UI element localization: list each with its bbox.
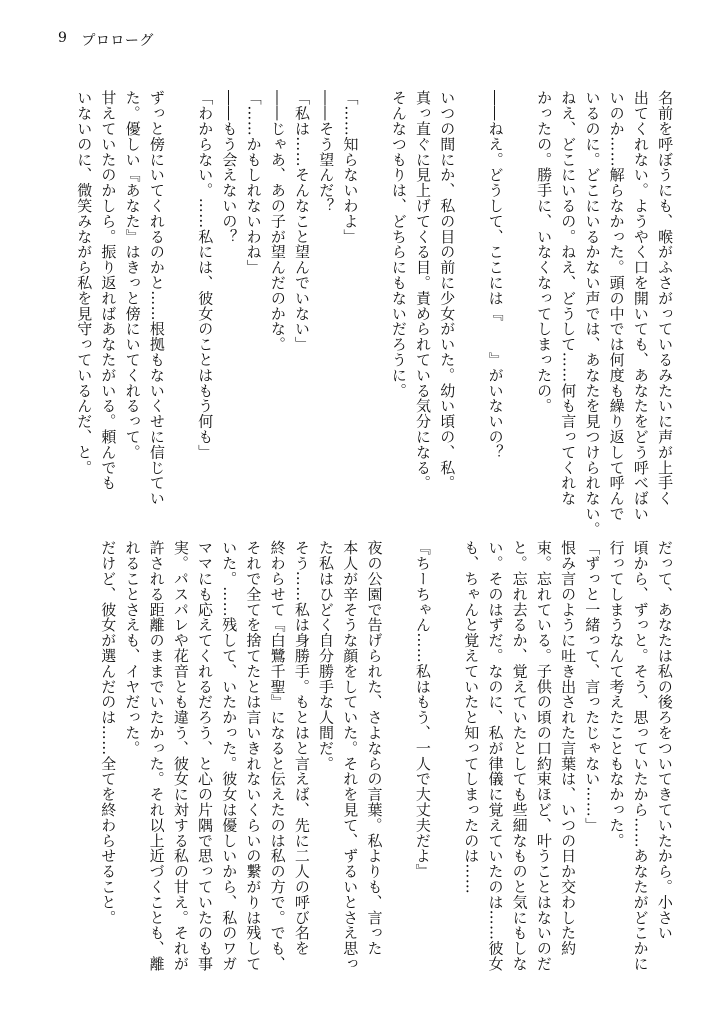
text-line: そう……私は身勝手。もとはと言えば、先に二人の呼び名を (292, 540, 311, 956)
text-line: 恨み言のように吐き出された言葉は、いつの日か交わした約 (559, 540, 578, 956)
text-line: そんなつもりは、どちらにもないだろうに。 (389, 90, 408, 398)
text-line: ――ねえ。どうして、ここには『 』がいないの？ (486, 90, 505, 460)
text-line: と。忘れ去るか、覚えていたとしても些細なものと気にもしな (510, 540, 529, 972)
text-line: かったの。勝手に、いなくなってしまったの。 (535, 90, 554, 414)
text-line: いた。……残して、いたかった。彼女は優しいから、私のワガ (220, 540, 239, 972)
text-line: 「ずっと一緒って、言ったじゃない……」 (583, 540, 602, 833)
upper-text-block (72, 90, 677, 537)
text-line: いるのに。どこにいるかない声では、あなたを見つけられない。 (583, 90, 602, 537)
text-line (435, 540, 459, 970)
text-line: いのか……解らなかった。頭の中では何度も繰り返して呼んで (607, 90, 626, 522)
text-line: ――じゃあ、あの子が望んだのかな。 (268, 90, 287, 352)
text-line: た私はひどく自分勝手な人間だ。 (317, 540, 336, 771)
text-line: ママにも応えてくれるだろう、と心の片隅で思っていたのも事 (196, 540, 215, 972)
text-line: ずっと傍にいてくれるのかと……根拠もないくせに信じてい (147, 90, 166, 506)
text-line (459, 90, 483, 500)
text-line: た。優しい『あなた』はきっと傍にいてくれるって。 (123, 90, 142, 460)
text-line: れることさえも、イヤだった。 (123, 540, 142, 756)
text-line: 終わらせて『白鷺千聖』になると伝えたのは私の方で。でも、 (268, 540, 287, 972)
chapter-title: プロローグ (81, 33, 154, 49)
text-line: 「わからない。……私には、彼女のことはもう何も」 (196, 90, 215, 460)
text-line (386, 540, 410, 970)
lower-text-block (96, 540, 677, 970)
text-line: ねえ、どこにいるの。ねえ、どうして……何も言ってくれな (559, 90, 578, 506)
text-line: ――そう望んだ？ (317, 90, 336, 214)
text-line: いつの間にか、私の目の前に少女がいた。幼い頃の、私。 (438, 90, 457, 491)
text-line: 本人が辛そうな顔をしていた。それを見て、ずるいとさえ思っ (341, 540, 360, 972)
page-number: 9 (58, 30, 68, 46)
text-line: も、ちゃんと覚えていたと知ってしまったのは…… (462, 540, 481, 895)
text-line: 真っ直ぐに見上げてくる目。責められている気分になる。 (414, 90, 433, 491)
text-line (169, 90, 193, 500)
text-line: 出てくれない。ようやく口を開いても、あなたをどう呼べばい (631, 90, 650, 522)
text-line: 名前を呼ぼうにも、喉がふさがっているみたいに声が上手く (656, 90, 675, 506)
text-line (508, 90, 532, 500)
text-line: 束。忘れている。子供の頃の口約束ほど、叶うことはないのだ (534, 540, 553, 972)
text-line: 「私は……そんなこと望んでいない」 (293, 90, 312, 352)
text-line: 「……かもしれないわね」 (244, 90, 263, 275)
text-line (362, 90, 386, 500)
text-line: 『ちーちゃん……私はもう、一人で大丈夫だよ』 (413, 540, 432, 879)
text-line: だって、あなたは私の後ろをついてきていたから。小さい (655, 540, 674, 941)
text-line: それで全てを捨てたとは言いきれないくらいの繋がりは残して (244, 540, 263, 972)
text-line: 許される距離のままでいたかった。それ以上近づくことも、離 (147, 540, 166, 972)
text-line: いないのに、微笑みながら私を見守っているんだ、と。 (75, 90, 94, 475)
text-line: 頃から、ずっと。そう、思っていたから……あなたがどこかに (631, 540, 650, 972)
text-line: ――もう会えないの？ (220, 90, 239, 244)
text-line: 行ってしまうなんて考えたこともなかった。 (607, 540, 626, 848)
text-line: 甘えていたのかしら。振り返ればあなたがいる。頼んでも (99, 90, 118, 491)
text-line: 夜の公園で告げられた、さよならの言葉。私よりも、言った (365, 540, 384, 956)
text-line: い。そのはずだ。なのに、私が律儀に覚えていたのは……彼女 (486, 540, 505, 972)
running-head (58, 30, 154, 50)
text-line: だけど、彼女が選んだのは……全てを終わらせること。 (99, 540, 118, 925)
text-line: 「……知らないわよ」 (341, 90, 360, 244)
text-line: 実。パスパレや花音とも違う、彼女に対する私の甘え。それが (171, 540, 190, 972)
